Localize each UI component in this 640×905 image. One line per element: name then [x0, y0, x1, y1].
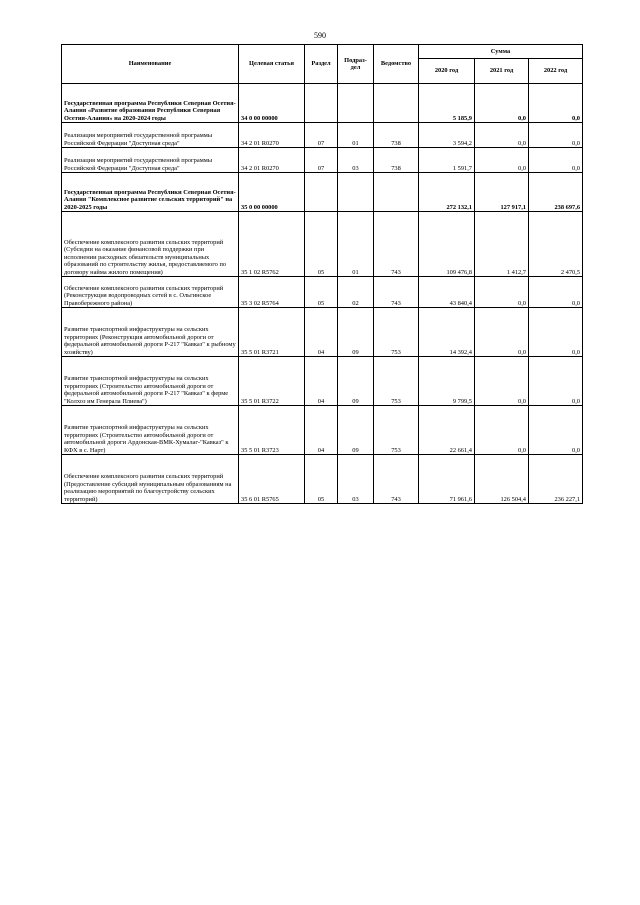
table-row: [62, 357, 583, 406]
row-department: 743: [374, 455, 419, 504]
row-sum-2020: 109 476,8: [419, 212, 475, 277]
budget-table-body: [62, 84, 583, 504]
row-department: [374, 173, 419, 212]
budget-table: [61, 44, 583, 504]
table-row: [62, 84, 583, 123]
row-name: Реализация мероприятий государственной программы Российской Федерации "Доступная среда": [62, 123, 239, 148]
row-name: Государственная программа Республики Северная Осетия-Алания "Комплексное развитие сельских территорий" на 2020-2025 годы: [62, 173, 239, 212]
row-section: [305, 84, 338, 123]
header-code: Целевая статья: [239, 45, 305, 84]
row-code: 35 5 01 R3721: [239, 308, 305, 357]
row-name: Государственная программа Республики Северная Осетия-Алания «Развитие образования Республики Северная Осетия-Алания» на 2020-2024 годы: [62, 84, 239, 123]
header-department: Ведомство: [374, 45, 419, 84]
table-row: [62, 406, 583, 455]
row-code: 34 2 01 R0270: [239, 148, 305, 173]
row-sum-2020: 3 594,2: [419, 123, 475, 148]
row-sum-2020: 5 185,9: [419, 84, 475, 123]
row-subsection: 02: [338, 277, 374, 308]
row-subsection: 09: [338, 308, 374, 357]
row-sum-2022: 236 227,1: [529, 455, 583, 504]
header-sum: Сумма: [419, 45, 583, 59]
row-sum-2021: 0,0: [475, 123, 529, 148]
row-department: 753: [374, 357, 419, 406]
table-row: [62, 173, 583, 212]
header-subsection: Подраз-дел: [338, 45, 374, 84]
row-sum-2020: 272 132,1: [419, 173, 475, 212]
row-code: 35 6 01 R5765: [239, 455, 305, 504]
row-name: Развитие транспортной инфраструктуры на сельских территориях (Реконструкция автомобильной дороги от федеральной автомобильной дороги Р-217 "Кавказ" к рыбному хозяйству): [62, 308, 239, 357]
row-section: 07: [305, 123, 338, 148]
row-section: 04: [305, 406, 338, 455]
row-department: 738: [374, 123, 419, 148]
row-sum-2021: 126 504,4: [475, 455, 529, 504]
table-row: [62, 123, 583, 148]
row-sum-2021: 127 917,1: [475, 173, 529, 212]
row-department: 738: [374, 148, 419, 173]
row-sum-2022: 0,0: [529, 148, 583, 173]
header-2022: 2022 год: [529, 59, 583, 84]
row-sum-2022: 0,0: [529, 308, 583, 357]
row-sum-2021: 0,0: [475, 406, 529, 455]
row-code: 34 2 01 R0270: [239, 123, 305, 148]
row-subsection: 03: [338, 455, 374, 504]
row-sum-2020: 22 661,4: [419, 406, 475, 455]
row-subsection: 09: [338, 357, 374, 406]
row-name: Развитие транспортной инфраструктуры на сельских территориях (Строительство автомобильной дороги от федеральной автомобильной дороги Р-217 "Кавказ" к ферме "Колхоз им Генерала Плиева"): [62, 357, 239, 406]
row-department: 743: [374, 212, 419, 277]
row-section: 04: [305, 357, 338, 406]
table-row: [62, 455, 583, 504]
row-name: Реализация мероприятий государственной программы Российской Федерации "Доступная среда": [62, 148, 239, 173]
row-subsection: [338, 173, 374, 212]
row-sum-2021: 0,0: [475, 357, 529, 406]
row-sum-2022: 0,0: [529, 357, 583, 406]
row-subsection: 01: [338, 123, 374, 148]
row-code: 35 0 00 00000: [239, 173, 305, 212]
row-department: 743: [374, 277, 419, 308]
row-department: 753: [374, 406, 419, 455]
page-number: 590: [314, 31, 326, 40]
row-department: [374, 84, 419, 123]
row-department: 753: [374, 308, 419, 357]
row-name: Развитие транспортной инфраструктуры на сельских территориях (Строительство автомобильной дороги от автомобильной дороги Ардонская-ВМК-Хумалаг-"Кавказ" к КФХ в с. Нарт): [62, 406, 239, 455]
row-sum-2021: 0,0: [475, 148, 529, 173]
row-section: 05: [305, 455, 338, 504]
row-section: 07: [305, 148, 338, 173]
row-sum-2022: 0,0: [529, 277, 583, 308]
row-section: [305, 173, 338, 212]
row-code: 35 1 02 R5762: [239, 212, 305, 277]
row-sum-2021: 0,0: [475, 277, 529, 308]
row-sum-2020: 9 799,5: [419, 357, 475, 406]
row-name: Обеспечение комплексного развития сельских территорий (Субсидии на оказание финансовой поддержки при исполнении расходных обязательств муниципальных образований по строительству жилья, предоставляемого по договору найма жилого помещения): [62, 212, 239, 277]
row-section: 05: [305, 212, 338, 277]
row-name: Обеспечение комплексного развития сельских территорий (Предоставление субсидий муниципальным образованиям на реализацию мероприятий по благоустройству сельских территорий): [62, 455, 239, 504]
row-subsection: 09: [338, 406, 374, 455]
row-code: 35 3 02 R5764: [239, 277, 305, 308]
row-sum-2022: 0,0: [529, 406, 583, 455]
row-code: 35 5 01 R3723: [239, 406, 305, 455]
header-2020: 2020 год: [419, 59, 475, 84]
header-name: Наименование: [62, 45, 239, 84]
header-2021: 2021 год: [475, 59, 529, 84]
row-subsection: 03: [338, 148, 374, 173]
row-sum-2021: 1 412,7: [475, 212, 529, 277]
row-section: 05: [305, 277, 338, 308]
row-name: Обеспечение комплексного развития сельских территорий (Реконструкция водопроводных сетей в с. Ольгинское Правобережного района): [62, 277, 239, 308]
row-sum-2022: 0,0: [529, 84, 583, 123]
row-code: 35 5 01 R3722: [239, 357, 305, 406]
header-section: Раздел: [305, 45, 338, 84]
table-row: [62, 148, 583, 173]
table-row: [62, 308, 583, 357]
row-sum-2021: 0,0: [475, 308, 529, 357]
row-subsection: 01: [338, 212, 374, 277]
table-row: [62, 277, 583, 308]
row-subsection: [338, 84, 374, 123]
row-code: 34 0 00 00000: [239, 84, 305, 123]
row-sum-2022: 2 470,5: [529, 212, 583, 277]
row-sum-2021: 0,0: [475, 84, 529, 123]
row-sum-2020: 14 392,4: [419, 308, 475, 357]
row-sum-2022: 0,0: [529, 123, 583, 148]
table-row: [62, 212, 583, 277]
row-sum-2020: 43 840,4: [419, 277, 475, 308]
row-sum-2020: 1 591,7: [419, 148, 475, 173]
row-sum-2020: 71 961,6: [419, 455, 475, 504]
row-section: 04: [305, 308, 338, 357]
row-sum-2022: 238 697,6: [529, 173, 583, 212]
